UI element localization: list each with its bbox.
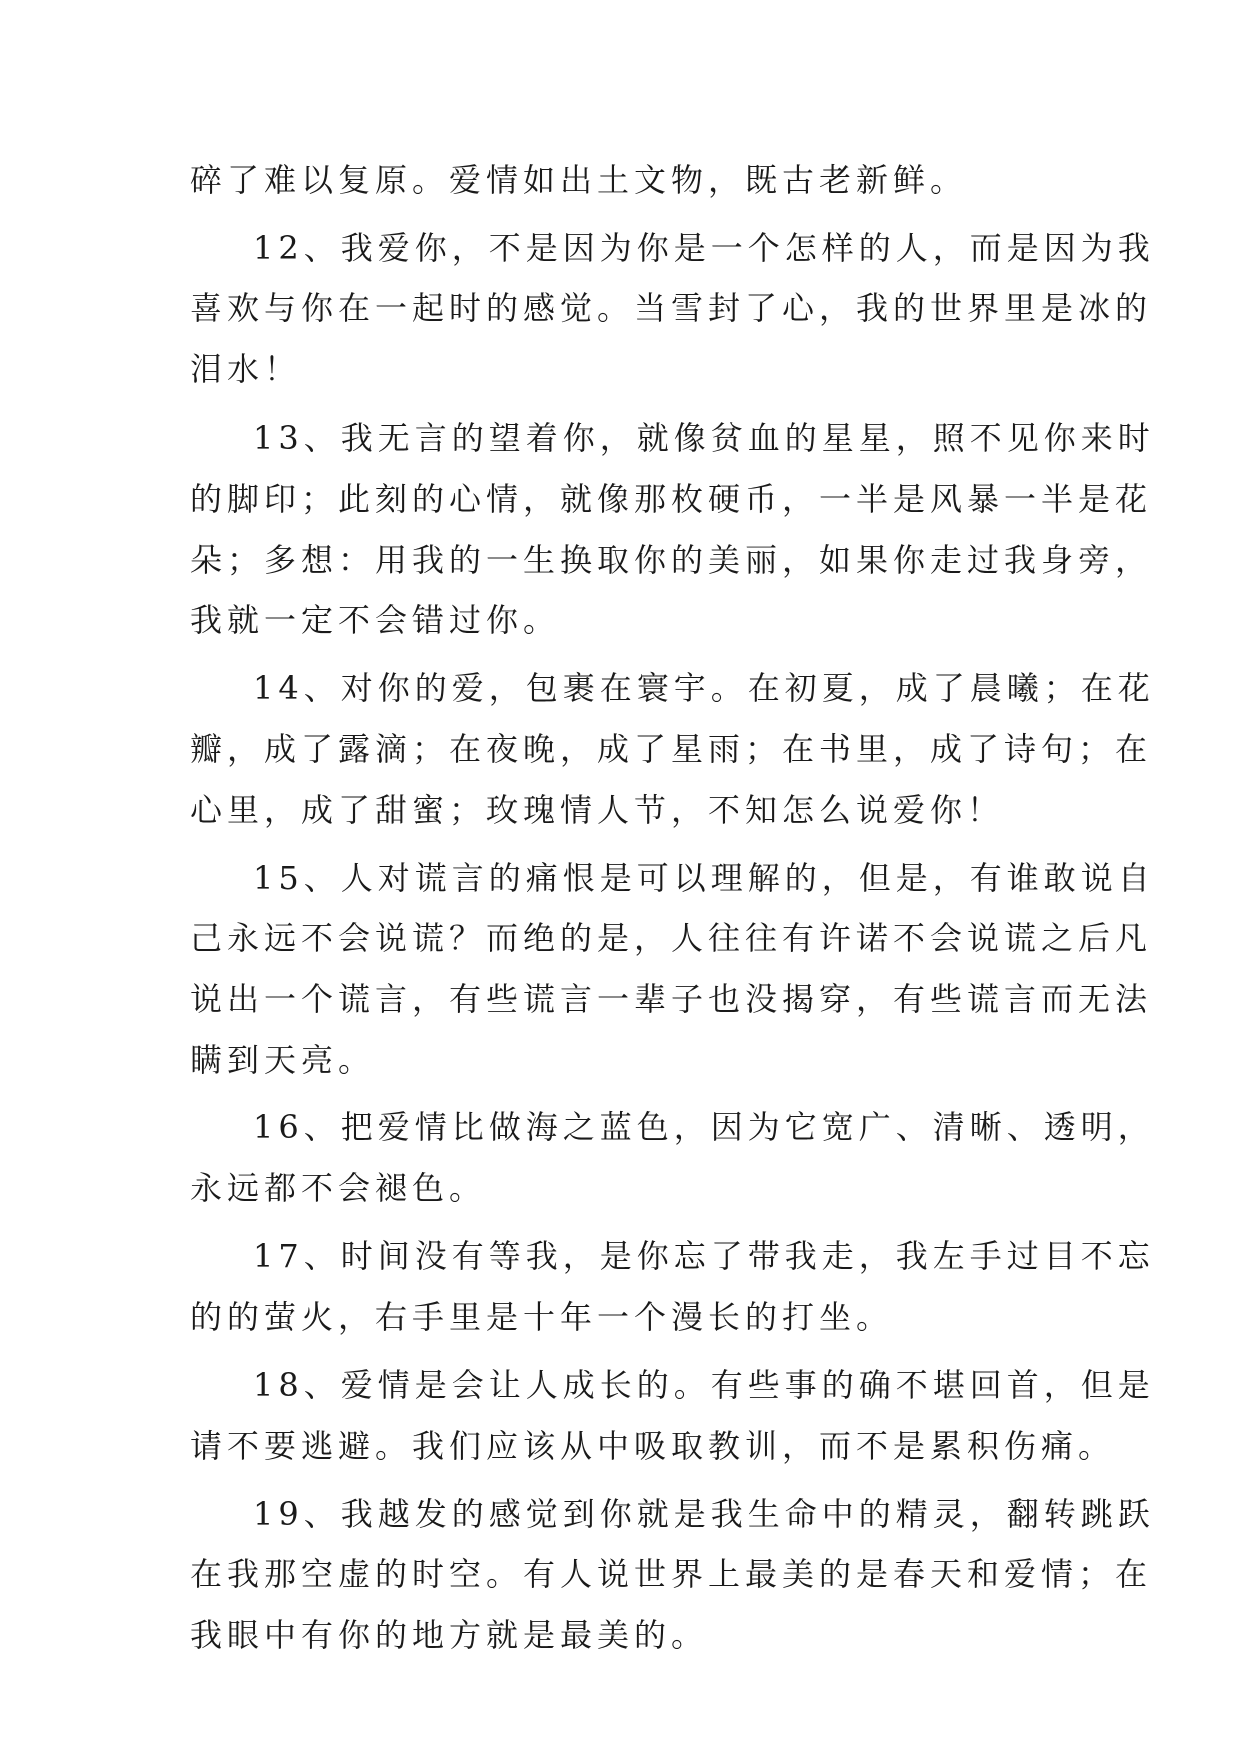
text-line: 19、我越发的感觉到你就是我生命中的精灵，翻转跳跃 xyxy=(253,1495,1155,1533)
text-line: 说出一个谎言，有些谎言一辈子也没揭穿，有些谎言而无法 xyxy=(190,980,1153,1018)
text-line: 16、把爱情比做海之蓝色，因为它宽广、清晰、透明， xyxy=(253,1108,1155,1146)
text-line: 我就一定不会错过你。 xyxy=(190,601,561,639)
text-line: 的脚印；此刻的心情，就像那枚硬币，一半是风暴一半是花 xyxy=(190,480,1153,518)
text-line: 永远都不会褪色。 xyxy=(190,1169,487,1207)
text-line: 碎了难以复原。爱情如出土文物，既古老新鲜。 xyxy=(190,161,968,199)
text-line: 朵；多想：用我的一生换取你的美丽，如果你走过我身旁， xyxy=(190,541,1153,579)
text-line: 我眼中有你的地方就是最美的。 xyxy=(190,1616,709,1654)
text-line: 心里，成了甜蜜；玫瑰情人节，不知怎么说爱你！ xyxy=(190,791,1005,829)
text-line: 13、我无言的望着你，就像贫血的星星，照不见你来时 xyxy=(253,419,1155,457)
text-line: 的的萤火，右手里是十年一个漫长的打坐。 xyxy=(190,1298,894,1336)
text-line: 12、我爱你，不是因为你是一个怎样的人，而是因为我 xyxy=(253,229,1155,267)
text-line: 14、对你的爱，包裹在寰宇。在初夏，成了晨曦；在花 xyxy=(253,669,1155,707)
text-line: 泪水！ xyxy=(190,350,302,388)
text-line: 在我那空虚的时空。有人说世界上最美的是春天和爱情；在 xyxy=(190,1555,1153,1593)
text-line: 17、时间没有等我，是你忘了带我走，我左手过目不忘 xyxy=(253,1237,1155,1275)
text-line: 15、人对谎言的痛恨是可以理解的，但是，有谁敢说自 xyxy=(253,859,1155,897)
text-line: 瞒到天亮。 xyxy=(190,1041,376,1079)
text-line: 己永远不会说谎？而绝的是，人往往有许诺不会说谎之后凡 xyxy=(190,919,1153,957)
text-line: 瓣，成了露滴；在夜晚，成了星雨；在书里，成了诗句；在 xyxy=(190,730,1153,768)
text-line: 请不要逃避。我们应该从中吸取教训，而不是累积伤痛。 xyxy=(190,1427,1116,1465)
text-line: 喜欢与你在一起时的感觉。当雪封了心，我的世界里是冰的 xyxy=(190,289,1153,327)
text-line: 18、爱情是会让人成长的。有些事的确不堪回首，但是 xyxy=(253,1366,1155,1404)
